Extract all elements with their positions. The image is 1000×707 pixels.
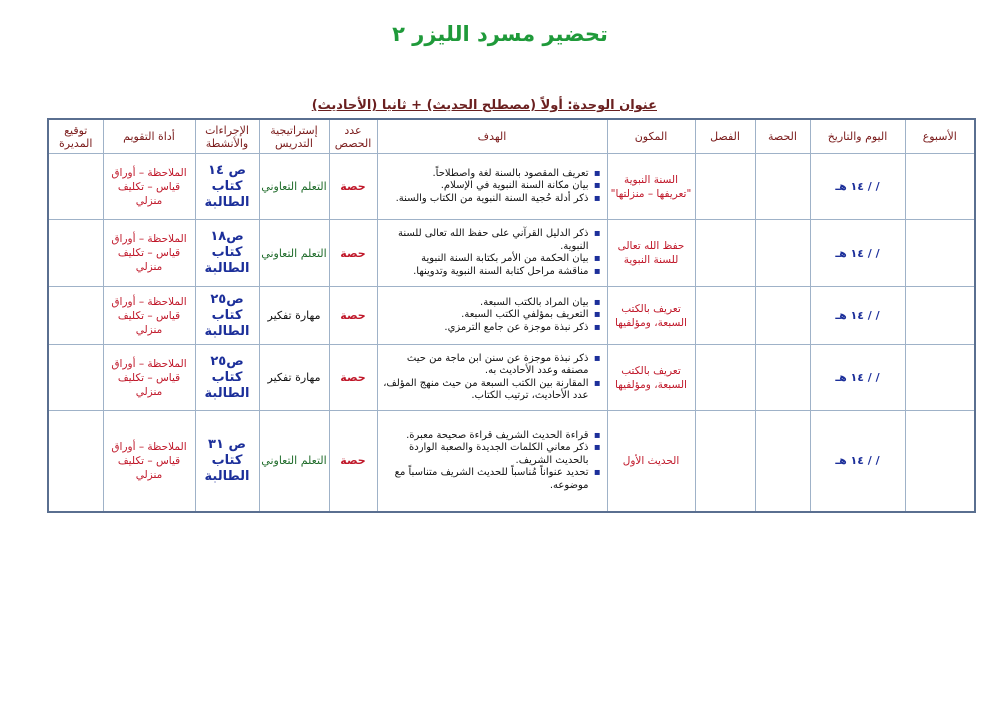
goal-item: ▪ تعريف المقصود بالسنة لغة واصطلاحاً. xyxy=(382,168,589,181)
eval-tool-cell: الملاحظة – أوراق قياس – تكليف منزلي xyxy=(103,154,195,220)
strategy-cell: التعلم التعاوني xyxy=(259,154,329,220)
date-cell: / / ١٤ هـ xyxy=(810,287,905,345)
header-component: المكون xyxy=(607,119,695,154)
class-cell xyxy=(695,154,755,220)
period-cell xyxy=(755,411,810,512)
signature-cell xyxy=(48,154,103,220)
goal-item: ▪ قراءة الحديث الشريف قراءة صحيحة معبرة. xyxy=(382,430,589,443)
date-cell: / / ١٤ هـ xyxy=(810,345,905,411)
class-cell xyxy=(695,411,755,512)
component-cell: تعريف بالكتب السبعة، ومؤلفيها xyxy=(607,287,695,345)
class-cell xyxy=(695,220,755,287)
goal-cell xyxy=(377,220,607,287)
table-header-row xyxy=(48,119,975,154)
header-eval-tool: أداة التقويم xyxy=(103,119,195,154)
table-row xyxy=(48,220,975,287)
goal-item: ▪ ذكر الدليل القرآني على حفظ الله تعالى للسنة النبوية. xyxy=(382,228,589,253)
strategy-cell: مهارة تفكير xyxy=(259,345,329,411)
header-goal: الهدف xyxy=(377,119,607,154)
period-cell xyxy=(755,287,810,345)
goal-item: ▪ ذكر نبذة موجزة عن سنن ابن ماجة من حيث مصنفه وعدد الأحاديث به. xyxy=(382,353,589,378)
goal-item: ▪ ذكر نبذة موجزة عن جامع الترمزي. xyxy=(382,322,589,335)
goal-cell xyxy=(377,287,607,345)
week-cell xyxy=(905,345,975,411)
table-row xyxy=(48,345,975,411)
component-cell: السنة النبوية "تعريفها – منزلتها" xyxy=(607,154,695,220)
period-cell xyxy=(755,220,810,287)
period-cell xyxy=(755,345,810,411)
goal-item: ▪ ذكر أدلة حُجية السنة النبوية من الكتاب والسنة. xyxy=(382,193,589,206)
header-num-periods: عدد الحصص xyxy=(329,119,377,154)
goal-cell xyxy=(377,345,607,411)
goal-item: ▪ مناقشة مراحل كتابة السنة النبوية وتدوينها. xyxy=(382,266,589,279)
header-day-date: اليوم والتاريخ xyxy=(810,119,905,154)
procedures-cell: ص٢٥ كتاب الطالبة xyxy=(195,345,259,411)
eval-tool-cell: الملاحظة – أوراق قياس – تكليف منزلي xyxy=(103,345,195,411)
component-cell: تعريف بالكتب السبعة، ومؤلفيها xyxy=(607,345,695,411)
eval-tool-cell: الملاحظة – أوراق قياس – تكليف منزلي xyxy=(103,287,195,345)
strategy-cell: مهارة تفكير xyxy=(259,287,329,345)
num-periods-cell: حصة xyxy=(329,287,377,345)
signature-cell xyxy=(48,411,103,512)
table-row xyxy=(48,411,975,512)
goal-item: ▪ بيان المراد بالكتب السبعة. xyxy=(382,297,589,310)
signature-cell xyxy=(48,220,103,287)
week-cell xyxy=(905,154,975,220)
component-cell: حفظ الله تعالى للسنة النبوية xyxy=(607,220,695,287)
goal-cell xyxy=(377,154,607,220)
num-periods-cell: حصة xyxy=(329,220,377,287)
procedures-cell: ص١٨ كتاب الطالبة xyxy=(195,220,259,287)
header-strategy: إستراتيجية التدريس xyxy=(259,119,329,154)
unit-title: عنوان الوحدة: أولاً (مصطلح الحديث) + ثانيا (الأحاديث) xyxy=(311,98,657,113)
goal-item: ▪ التعريف بمؤلفي الكتب السبعة. xyxy=(382,309,589,322)
header-week: الأسبوع xyxy=(905,119,975,154)
table-row xyxy=(48,154,975,220)
goal-item: ▪ بيان مكانة السنة النبوية في الإسلام. xyxy=(382,180,589,193)
goal-item: ▪ بيان الحكمة من الأمر بكتابة السنة النبوية xyxy=(382,253,589,266)
component-cell: الحديث الأول xyxy=(607,411,695,512)
strategy-cell: التعلم التعاوني xyxy=(259,411,329,512)
period-cell xyxy=(755,154,810,220)
signature-cell xyxy=(48,287,103,345)
date-cell: / / ١٤ هـ xyxy=(810,220,905,287)
header-principal-signature: توقيع المديرة xyxy=(48,119,103,154)
eval-tool-cell: الملاحظة – أوراق قياس – تكليف منزلي xyxy=(103,411,195,512)
goal-cell xyxy=(377,411,607,512)
class-cell xyxy=(695,287,755,345)
page-title: تحضير مسرد الليزر ٢ xyxy=(392,22,608,46)
eval-tool-cell: الملاحظة – أوراق قياس – تكليف منزلي xyxy=(103,220,195,287)
header-period: الحصة xyxy=(755,119,810,154)
num-periods-cell: حصة xyxy=(329,411,377,512)
table-row xyxy=(48,287,975,345)
num-periods-cell: حصة xyxy=(329,154,377,220)
week-cell xyxy=(905,287,975,345)
header-procedures: الإجراءات والأنشطة xyxy=(195,119,259,154)
signature-cell xyxy=(48,345,103,411)
week-cell xyxy=(905,220,975,287)
procedures-cell: ص ١٤ كتاب الطالبة xyxy=(195,154,259,220)
date-cell: / / ١٤ هـ xyxy=(810,154,905,220)
week-cell xyxy=(905,411,975,512)
num-periods-cell: حصة xyxy=(329,345,377,411)
strategy-cell: التعلم التعاوني xyxy=(259,220,329,287)
goal-item: ▪ المقارنة بين الكتب السبعة من حيث منهج المؤلف، عدد الأحاديث، ترتيب الكتاب. xyxy=(382,378,589,403)
goal-item: ▪ تحديد عنواناً مُناسباً للحديث الشريف متناسباً مع موضوعه. xyxy=(382,467,589,492)
procedures-cell: ص٢٥ كتاب الطالبة xyxy=(195,287,259,345)
class-cell xyxy=(695,345,755,411)
procedures-cell: ص ٣١ كتاب الطالبة xyxy=(195,411,259,512)
header-class: الفصل xyxy=(695,119,755,154)
goal-item: ▪ ذكر معاني الكلمات الجديدة والصعبة الواردة بالحديث الشريف. xyxy=(382,442,589,467)
lesson-plan-table xyxy=(47,118,976,513)
date-cell: / / ١٤ هـ xyxy=(810,411,905,512)
